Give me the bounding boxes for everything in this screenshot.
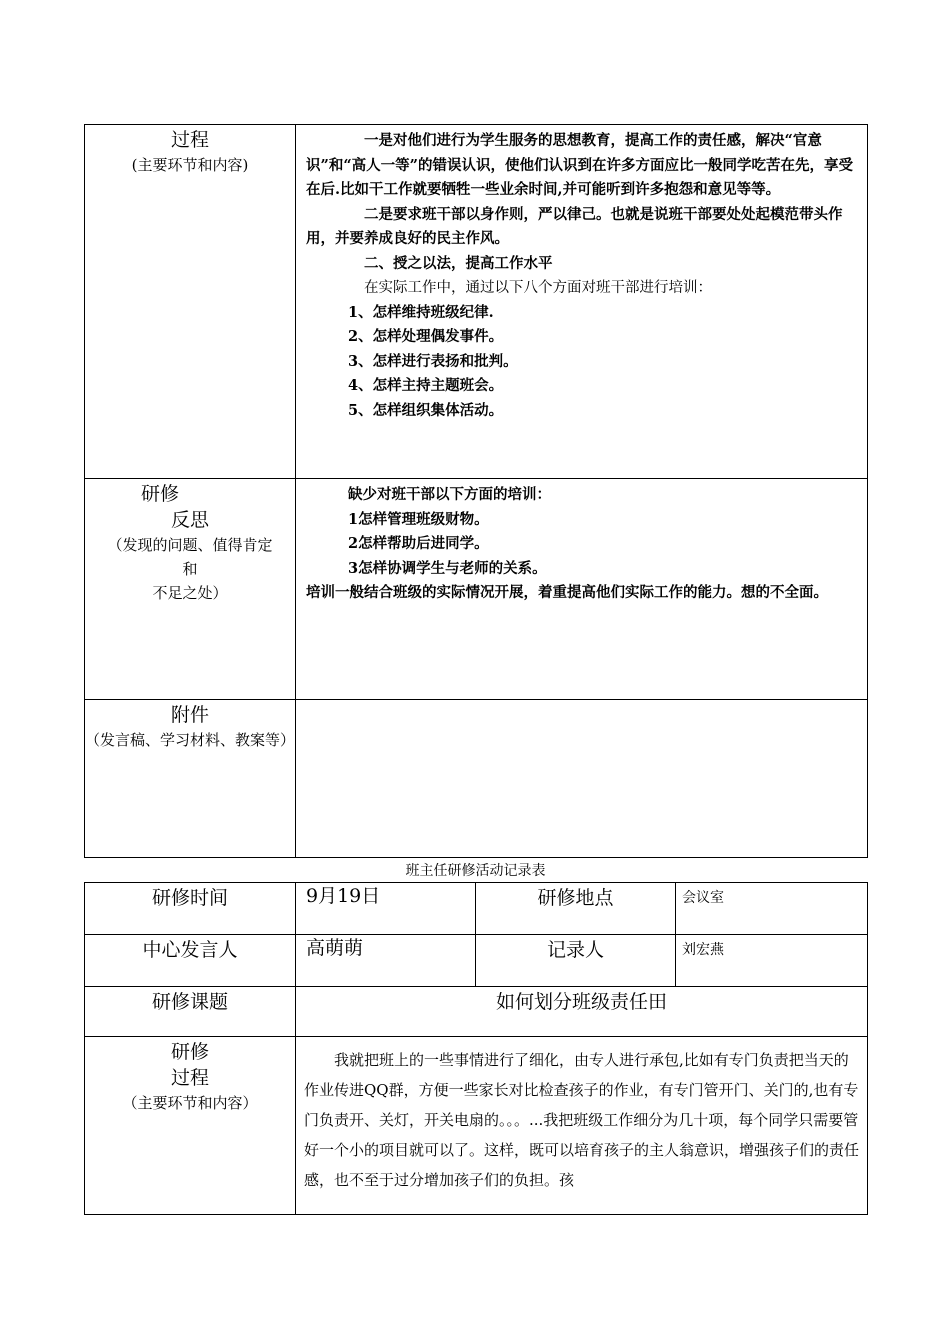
list-item: 2怎样帮助后进同学。 [348,535,489,552]
process-row [85,125,868,479]
topic-value: 如何划分班级责任田 [495,991,667,1013]
speaker-label: 中心发言人 [142,939,238,961]
process2-label-line1: 研修 [170,1041,209,1063]
activity-table-continued [84,124,868,858]
process2-label-cell [85,1037,296,1215]
process-heading: 二、授之以法，提高工作水平 [364,254,553,272]
topic-label-cell [85,987,296,1037]
process2-text: 我就把班上的一些事情进行了细化，由专人进行承包,比如有专门负责把当天的作业传进QQ群，方便一些家长对比检查孩子的作业，有专门管开门、关门的,也有专门负责开、关灯，开关电扇的。。。...我把班级工作细分为几十项，每个同学只需要管好一个小的项目就可以了。这样，既可以培育孩子的主人翁意识，增强孩子们的责任感，也不至于过分增加孩子们的负担。孩 [304,1051,860,1189]
time-value: 9月19日 [306,885,381,907]
place-value: 会议室 [682,890,724,906]
reflection-label-line1: 研修 [140,483,179,505]
process-content-cell [296,125,868,479]
process2-label-line3: （主要环节和内容） [122,1094,258,1112]
recorder-value: 刘宏燕 [682,942,724,958]
list-item: 5、怎样组织集体活动。 [348,401,504,419]
list-item: 2、怎样处理偶发事件。 [348,328,504,345]
process-label: 过程 [170,129,209,151]
place-label: 研修地点 [537,887,614,909]
speaker-label-cell [85,935,296,987]
process-sublabel: (主要环节和内容) [131,156,249,174]
reflection-label-cell [85,479,296,700]
speaker-value-cell [296,935,476,987]
table-caption: 班主任研修活动记录表 [405,863,546,879]
time-label-cell [85,883,296,935]
attachment-label: 附件 [170,704,209,726]
list-item: 3怎样协调学生与老师的关系。 [348,559,547,577]
speaker-value: 高萌萌 [306,937,364,959]
process-paragraph: 一是对他们进行为学生服务的思想教育，提高工作的责任感，解决“官意识”和“高人一等”的错误认识，使他们认识到在许多方面应比一般同学吃苦在先，享受在后.比如干工作就要牺牲一些业余时间,并可能听到许多抱怨和意见等等。 [306,132,854,198]
process-paragraph: 二是要求班干部以身作则，严以律己。也就是说班干部要处处起模范带头作用，并要养成良好的民主作风。 [306,205,843,247]
recorder-value-cell [676,935,868,987]
topic-value-cell [296,987,868,1037]
activity-record-table [84,882,868,1215]
speaker-row [85,935,868,987]
time-row [85,883,868,935]
place-value-cell [676,883,868,935]
reflection-summary: 培训一般结合班级的实际情况开展，着重提高他们实际工作的能力。想的不全面。 [306,584,828,601]
reflection-label-line2: 反思 [170,509,209,531]
attachment-sublabel: （发言稿、学习材料、教案等） [85,731,296,749]
recorder-label: 记录人 [546,939,604,961]
topic-row [85,987,868,1037]
time-label: 研修时间 [151,887,228,909]
attachment-label-cell [85,700,296,858]
reflection-label-line4: 和 [182,560,198,578]
list-item: 1怎样管理班级财物。 [348,510,489,528]
process-label-cell [85,125,296,479]
process-row-2 [85,1037,868,1215]
list-item: 1、怎样维持班级纪律. [348,303,494,321]
process2-content-cell [296,1037,868,1215]
reflection-label-line5: 不足之处） [152,584,228,602]
list-item: 3、怎样进行表扬和批判。 [348,352,518,370]
reflection-label-line3: （发现的问题、值得肯定 [107,536,273,554]
place-label-cell [476,883,676,935]
time-value-cell [296,883,476,935]
reflection-row [85,479,868,700]
process2-label-line2: 过程 [170,1067,209,1089]
reflection-intro: 缺少对班干部以下方面的培训： [348,486,551,503]
attachment-row [85,700,868,858]
list-item: 4、怎样主持主题班会。 [348,377,504,394]
attachment-content-cell [296,700,868,858]
recorder-label-cell [476,935,676,987]
topic-label: 研修课题 [151,991,228,1013]
reflection-content-cell [296,479,868,700]
process-paragraph: 在实际工作中，通过以下八个方面对班干部进行培训： [364,280,712,296]
